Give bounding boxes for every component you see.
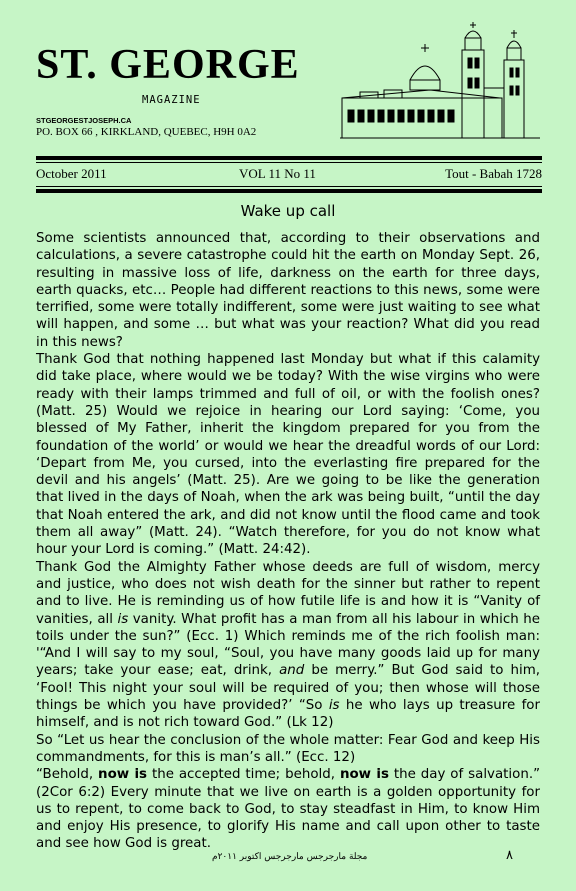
header-rule-bottom bbox=[36, 189, 542, 193]
text-run: he who lays up treasure for himself, and is not rich toward God.” (Lk 12) bbox=[36, 698, 540, 731]
issue-info-bar bbox=[36, 166, 542, 182]
text-run: the accepted time; behold, bbox=[147, 767, 340, 783]
issue-volume: VOL 11 No 11 bbox=[239, 166, 316, 181]
article-body bbox=[36, 230, 540, 853]
postal-address: PO. BOX 66 , KIRKLAND, QUEBEC, H9H 0A2 bbox=[36, 126, 257, 138]
magazine-title: ST. GEORGE bbox=[36, 42, 300, 88]
text-run: Some scientists announced that, according to their observations and calculations, a severe catastrophe could hit the earth on Monday Sept. 26, resulting in massive loss of life, darkness on the earth for three days, earth quacks, etc… People had different reactions to this news, some were terrified, some were totally indifferent, some were just waiting to see what will happen, and some … but what was your reaction? What did you read in this news? bbox=[36, 231, 540, 350]
emphasis-bold: now is bbox=[339, 767, 389, 783]
text-run: Thank God the Almighty Father whose deeds are full of wisdom, mercy and justice, who does not wish death for the sinner but rather to repent and to live. He is reminding us of how futile life is and how it is “Vanity of vanities, all bbox=[36, 559, 540, 627]
article-title: Wake up call bbox=[240, 202, 336, 220]
text-run: “Behold, bbox=[36, 767, 99, 783]
text-run: vanity. What profit has a man from all his labour in which he toils under the sun?” (Ecc. 1) Which reminds me of the rich foolish man: '“And I will say to my soul, “Soul, you have many goods laid up for many years; take your ease; eat, drink, bbox=[36, 611, 540, 679]
coptic-date: Tout - Babah 1728 bbox=[445, 166, 542, 181]
header-rule-top bbox=[36, 156, 542, 160]
header-rule-bottom-thin bbox=[36, 186, 542, 187]
emphasis-italic: and bbox=[279, 663, 305, 679]
footer-arabic-caption: مجلة مارجرجس مارجرجس اكتوبر ٢٠١١م bbox=[212, 852, 368, 862]
header-rule-top-thin bbox=[36, 162, 542, 163]
emphasis-italic: is bbox=[328, 698, 340, 714]
article-paragraph bbox=[36, 732, 540, 767]
text-run: Thank God that nothing happened last Monday but what if this calamity did take place, where would we be today? With the wise virgins who were ready with their lamps trimmed and full of oil, or with the foolish ones? (Matt. 25) Would we rejoice in hearing our Lord saying: ‘Come, you blessed of My Father, inherit the kingdom prepared for you from the foundation of the world’ or would we hear the dreadful words of our Lord: ‘Depart from Me, you cursed, into the everlasting fire prepared for the devil and his angels’ (Matt. 25). Are we going to be like the generation that lived in the days of Noah, when the ark was being built, “until the day that Noah entered the ark, and did not know until the flood came and took them all away” (Matt. 24). “Watch therefore, for you do not know what hour your Lord is coming.” (Matt. 24:42). bbox=[36, 352, 540, 558]
church-illustration bbox=[340, 22, 540, 142]
text-run: be merry.” But God said to him, ‘Fool! This night your soul will be required of you; then whose will those things be which you have provided?’ “So bbox=[36, 663, 540, 714]
emphasis-italic: is bbox=[117, 611, 129, 627]
text-run: So “Let us hear the conclusion of the whole matter: Fear God and keep His commandments, for this is man’s all.” (Ecc. 12) bbox=[36, 732, 540, 765]
magazine-subtitle: MAGAZINE bbox=[142, 94, 201, 106]
article-paragraph bbox=[36, 559, 540, 732]
issue-date: October 2011 bbox=[36, 166, 107, 181]
article-paragraph bbox=[36, 230, 540, 351]
text-run: the day of salvation.” (2Cor 6:2) Every minute that we live on earth is a golden opportunity for us to repent, to come back to God, to stay steadfast in Him, to know Him and enjoy His presence, to glorify His name and call upon other to taste and see how God is great. bbox=[36, 767, 541, 852]
page-number: ٨ bbox=[506, 848, 513, 863]
emphasis-bold: now is bbox=[98, 767, 148, 783]
article-paragraph bbox=[36, 351, 540, 559]
website-link[interactable]: STGEORGESTJOSEPH.CA bbox=[36, 116, 132, 125]
article-paragraph bbox=[36, 766, 540, 852]
